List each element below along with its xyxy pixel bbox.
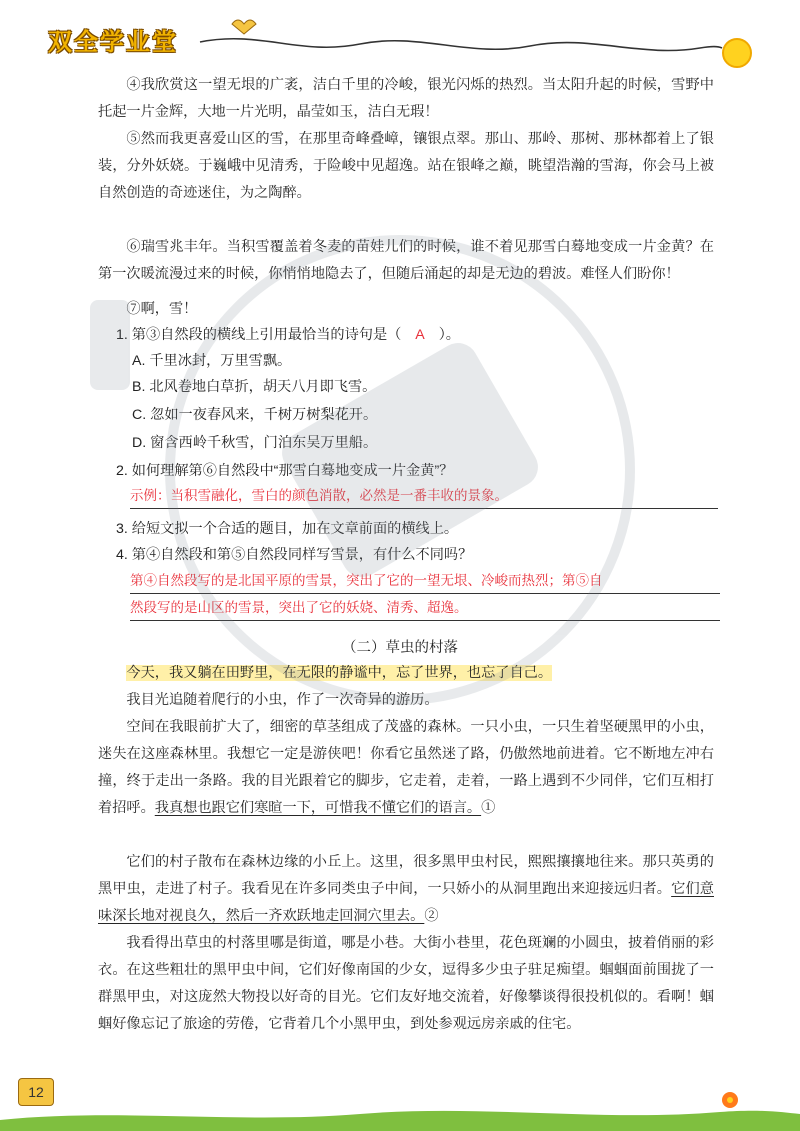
butterfly-icon <box>232 20 256 34</box>
page-number: 12 <box>18 1078 54 1106</box>
section-2-paragraph-4-text: 它们的村子散布在森林边缘的小丘上。这里，很多黑甲虫村民，熙熙攘攘地往来。那只英勇的黑甲虫，走进了村子。我看见在许多同类虫子中间，一只娇小的从洞里跑出来迎接远归者。 <box>98 854 714 897</box>
highlighted-text: 今天，我又躺在田野里，在无限的静谧中，忘了世界，也忘了自己。 <box>126 665 553 681</box>
section-2-paragraph-3 <box>98 714 714 822</box>
question-3: 3. 给短文拟一个合适的题目，加在文章前面的横线上。 <box>116 521 459 537</box>
section-2-title: （二）草虫的村落 <box>342 640 458 656</box>
annotation-mark-2: ② <box>424 908 439 924</box>
brand-logo: 双全学业堂 <box>48 27 178 56</box>
section-2-paragraph-5: 我看得出草虫的村落里哪是街道，哪是小巷。大街小巷里，花色斑斓的小圆虫，披着俏丽的彩衣。在这些粗壮的黑甲虫中间，它们好像南国的少女，逗得多少虫子驻足痴望。蝈蝈面前围拢了一群黑甲虫，对这庞然大物投以好奇的目光。它们友好地交流着，好像攀谈得很投机似的。看啊！蝈蝈好像忘记了旅途的劳倦，它背着几个小黑甲虫，到处参观远房亲戚的住宅。 <box>98 935 714 1032</box>
question-4-answer-line-2: 然段写的是山区的雪景，突出了它的妖娆、清秀、超逸。 <box>130 600 468 616</box>
question-4: 4. 第④自然段和第⑤自然段同样写雪景，有什么不同吗？ <box>116 547 473 563</box>
paragraph-4: ④我欣赏这一望无垠的广袤，洁白千里的冷峻，银光闪烁的热烈。当太阳升起的时候，雪野中托起一片金辉，大地一片光明，晶莹如玉，洁白无瑕！ <box>98 77 714 120</box>
question-2: 2. 如何理解第⑥自然段中“那雪白蓦地变成一片金黄”？ <box>116 463 454 479</box>
question-1-close: ）。 <box>438 327 460 343</box>
answer-rule-1 <box>130 593 720 594</box>
section-2-paragraph-3-text: 空间在我眼前扩大了，细密的草茎组成了茂盛的森林。一只小虫，一只生着坚硬黑甲的小虫，迷失在这座森林里。我想它一定是游侠吧！你看它虽然迷了路，仍傲然地前进着。它不断地左冲右撞，终于走出一条路。我的目光跟着它的脚步，它走着，走着，一路上遇到不少同伴，它们互相打着招呼。 <box>98 719 714 816</box>
question-4-answer-line-1: 第④自然段写的是北国平原的雪景，突出了它的一望无垠、冷峻而热烈；第⑤自 <box>130 573 603 589</box>
paragraph-7: ⑦啊，雪！ <box>126 301 198 317</box>
option-a: A. 千里冰封，万里雪飘。 <box>132 353 292 369</box>
ground-decoration <box>0 1090 800 1131</box>
option-d: D. 窗含西岭千秋雪，门泊东吴万里船。 <box>132 435 378 451</box>
underlined-sentence-1: 我真想也跟它们寒暄一下，可惜我不懂它们的语言。 <box>154 800 482 816</box>
question-2-answer: 示例：当积雪融化，雪白的颜色消散，必然是一番丰收的景象。 <box>130 484 718 509</box>
section-2-paragraph-2: 我目光追随着爬行的小虫，作了一次奇异的游历。 <box>126 692 439 708</box>
question-4-answer <box>130 568 718 622</box>
question-1 <box>116 324 716 346</box>
annotation-mark-1: ① <box>481 800 496 816</box>
paragraph-6: ⑥瑞雪兆丰年。当积雪覆盖着冬麦的苗娃儿们的时候，谁不着见那雪白蓦地变成一片金黄？在第一次暖流漫过来的时候，你悄悄地隐去了，但随后涌起的却是无边的碧波。难怪人们盼你！ <box>98 239 714 282</box>
option-b: B. 北风卷地白草折，胡天八月即飞雪。 <box>132 379 377 395</box>
option-c: C. 忽如一夜春风来，千树万树梨花开。 <box>132 407 378 423</box>
underlined-sentence-2: 它们意味深长地对视良久，然后一齐欢跃地走回洞穴里去。 <box>98 881 714 924</box>
section-2-paragraph-4 <box>98 849 714 930</box>
sun-icon <box>722 38 752 68</box>
page-header <box>0 0 800 70</box>
section-2-paragraph-1 <box>98 660 714 687</box>
answer-rule-2 <box>130 620 720 621</box>
question-1-text: 1. 第③自然段的横线上引用最恰当的诗句是（ <box>116 327 402 343</box>
paragraph-5: ⑤然而我更喜爱山区的雪，在那里奇峰叠嶂，镶银点翠。那山、那岭、那树、那林都着上了银装，分外妖娆。于巍峨中见清秀，于险峻中见超逸。站在银峰之巅，眺望浩瀚的雪海，你会马上被自然创造的奇迹迷住，为之陶醉。 <box>98 131 714 201</box>
question-1-answer: A <box>415 327 425 343</box>
